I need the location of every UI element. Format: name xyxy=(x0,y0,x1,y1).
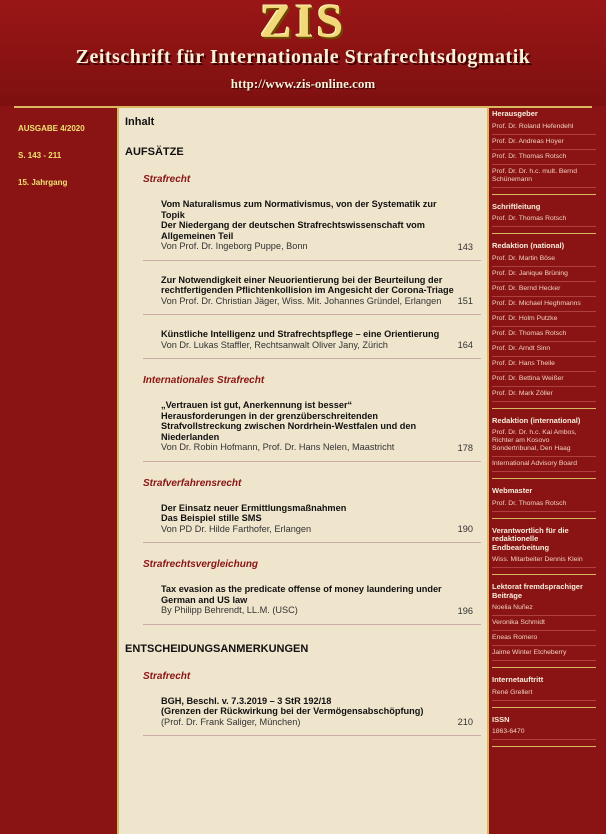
sidebar-item[interactable]: Prof. Dr. Michael Heghmanns xyxy=(492,300,596,312)
article-entry[interactable] xyxy=(161,275,481,307)
sidebar-item[interactable]: Prof. Dr. Dr. h.c. mult. Bernd Schünemann xyxy=(492,168,596,188)
article-page: 143 xyxy=(457,241,473,252)
sidebar-group xyxy=(492,676,596,701)
sidebar-group xyxy=(492,242,596,402)
sidebar-item[interactable]: Prof. Dr. Arndt Sinn xyxy=(492,345,596,357)
article-title[interactable]: Tax evasion as the predicate offense of money laundering under German and US law xyxy=(161,584,442,605)
sidebar-separator xyxy=(492,518,596,519)
article-divider xyxy=(143,624,481,625)
sidebar-separator xyxy=(492,574,596,575)
article-entry[interactable] xyxy=(161,199,481,252)
article-title[interactable]: Der Einsatz neuer Ermittlungsmaßnahmen xyxy=(161,502,347,513)
article-author: Von Prof. Dr. Ingeborg Puppe, Bonn xyxy=(161,241,308,251)
article-page: 196 xyxy=(457,605,473,616)
article-entry[interactable] xyxy=(161,696,481,728)
sidebar-group xyxy=(492,487,596,512)
article-page: 151 xyxy=(457,296,473,306)
journal-url[interactable]: http://www.zis-online.com xyxy=(230,76,376,91)
article-subtitle: Herausforderungen in der grenzüberschreitenden Strafvollstreckung zwischen Nordrhein-Westfalen und den Niederlanden xyxy=(161,410,417,442)
sidebar-heading: Lektorat fremdsprachiger Beiträge xyxy=(492,582,583,600)
sidebar-item[interactable]: Prof. Dr. Mark Zöller xyxy=(492,390,596,402)
article-author: Von Prof. Dr. Christian Jäger, Wiss. Mit. Johannes Gründel, Erlangen xyxy=(161,295,442,306)
sidebar-item[interactable]: Prof. Dr. Thomas Rotsch xyxy=(492,215,596,227)
subsection-title: Strafrecht xyxy=(143,670,191,682)
zis-logo: ZIS xyxy=(259,0,347,48)
article-entry[interactable] xyxy=(161,400,481,453)
sidebar-heading: Verantwortlich für die redaktionelle Endbearbeitung xyxy=(492,525,569,552)
article-author: Von Dr. Robin Hofmann, Prof. Dr. Hans Nelen, Maastricht xyxy=(161,442,395,452)
sidebar-heading: Herausgeber xyxy=(492,109,538,118)
sidebar-separator xyxy=(492,194,596,195)
article-page: 164 xyxy=(457,340,473,350)
article-entry[interactable] xyxy=(161,503,481,535)
subsection-title: Internationales Strafrecht xyxy=(143,375,265,386)
section-title: AUFSÄTZE xyxy=(125,146,184,158)
article-entry[interactable] xyxy=(161,329,481,350)
article-page: 178 xyxy=(457,442,473,453)
sidebar-item[interactable]: International Advisory Board xyxy=(492,460,596,472)
page-header xyxy=(0,0,606,106)
sidebar-item[interactable]: Prof. Dr. Holm Putzke xyxy=(492,315,596,327)
sidebar-item[interactable]: René Grellert xyxy=(492,689,596,701)
sidebar-item[interactable]: Eneas Romero xyxy=(492,634,596,646)
article-subtitle: Das Beispiel stille SMS xyxy=(161,513,262,523)
section-title: ENTSCHEIDUNGSANMERKUNGEN xyxy=(125,642,309,655)
sidebar-separator xyxy=(492,707,596,708)
sidebar-group xyxy=(492,110,596,188)
sidebar-heading: ISSN xyxy=(492,714,510,724)
sidebar-item[interactable]: Noelia Nuñez xyxy=(492,604,596,616)
article-author: Von PD Dr. Hilde Farthofer, Erlangen xyxy=(161,523,312,534)
issue-pages: S. 143 - 211 xyxy=(18,151,62,160)
sidebar-separator xyxy=(492,478,596,479)
sidebar-heading: Schriftleitung xyxy=(492,201,541,211)
issue-number: AUSGABE 4/2020 xyxy=(18,124,85,133)
sidebar-item[interactable]: Prof. Dr. Thomas Rotsch xyxy=(492,500,596,512)
toc-heading: Inhalt xyxy=(125,116,155,128)
subsection-title: Strafrechtsvergleichung xyxy=(143,559,259,570)
sidebar-group xyxy=(492,527,596,569)
issue-volume: 15. Jahrgang xyxy=(18,178,68,187)
sidebar-separator xyxy=(492,233,596,234)
journal-title: Zeitschrift für Internationale Strafrechtsdogmatik xyxy=(75,46,531,68)
sidebar-heading: Webmaster xyxy=(492,486,533,495)
sidebar-item[interactable]: Prof. Dr. Bernd Hecker xyxy=(492,285,596,297)
sidebar-heading: Redaktion (national) xyxy=(492,241,565,250)
sidebar-item[interactable]: 1863-6470 xyxy=(492,728,596,740)
sidebar-item[interactable]: Veronika Schmidt xyxy=(492,619,596,631)
sidebar-group xyxy=(492,583,596,661)
article-title[interactable]: Vom Naturalismus zum Normativismus, von der Systematik zur Topik xyxy=(161,199,437,220)
article-divider xyxy=(143,260,481,261)
sidebar-item[interactable]: Jaime Winter Etcheberry xyxy=(492,649,596,661)
article-title[interactable]: „Vertrauen ist gut, Anerkennung ist besser“ xyxy=(161,400,353,410)
article-subtitle: (Grenzen der Rückwirkung bei der Vermögensabschöpfung) xyxy=(161,706,424,716)
sidebar-item[interactable]: Prof. Dr. Roland Hefendehl xyxy=(492,123,596,135)
sidebar-item[interactable]: Prof. Dr. Martin Böse xyxy=(492,255,596,267)
article-title[interactable]: BGH, Beschl. v. 7.3.2019 – 3 StR 192/18 xyxy=(161,695,332,706)
sidebar-item[interactable]: Prof. Dr. Andreas Hoyer xyxy=(492,138,596,150)
article-author: Von Dr. Lukas Staffler, Rechtsanwalt Oliver Jany, Zürich xyxy=(161,339,388,350)
sidebar-group xyxy=(492,203,596,228)
article-title[interactable]: Zur Notwendigkeit einer Neuorientierung bei der Beurteilung der rechtfertigenden Pflichtenkollision im Angesicht der Corona-Triage xyxy=(161,274,454,295)
sidebar-item[interactable]: Prof. Dr. Bettina Weißer xyxy=(492,375,596,387)
article-divider xyxy=(143,542,481,543)
sidebar-separator xyxy=(492,408,596,409)
sidebar-group xyxy=(492,716,596,741)
sidebar-item[interactable]: Prof. Dr. Thomas Rotsch xyxy=(492,153,596,165)
article-author: By Philipp Behrendt, LL.M. (USC) xyxy=(161,605,298,615)
article-divider xyxy=(143,461,481,462)
article-page: 190 xyxy=(457,524,473,534)
sidebar-item[interactable]: Prof. Dr. Dr. h.c. Kai Ambos, Richter am Kosovo Sondertribunal, Den Haag xyxy=(492,429,596,457)
sidebar-group xyxy=(492,417,596,473)
article-divider xyxy=(143,314,481,315)
sidebar-heading: Redaktion (international) xyxy=(492,415,581,425)
sidebar-separator xyxy=(492,746,596,747)
sidebar-item[interactable]: Prof. Dr. Janique Brüning xyxy=(492,270,596,282)
article-divider xyxy=(143,358,481,359)
subsection-title: Strafrecht xyxy=(143,174,191,185)
issue-info xyxy=(18,124,114,205)
article-title[interactable]: Künstliche Intelligenz und Strafrechtspflege – eine Orientierung xyxy=(161,329,440,339)
sidebar-item[interactable]: Prof. Dr. Thomas Rotsch xyxy=(492,330,596,342)
editorial-sidebar xyxy=(492,110,596,755)
article-page: 210 xyxy=(457,717,473,727)
sidebar-heading: Internetauftritt xyxy=(492,675,544,684)
sidebar-item[interactable]: Wiss. Mitarbeiter Dennis Klein xyxy=(492,556,596,568)
article-entry[interactable] xyxy=(161,584,481,616)
subsection-title: Strafverfahrensrecht xyxy=(143,477,242,489)
sidebar-separator xyxy=(492,667,596,668)
article-subtitle: Der Niedergang der deutschen Strafrechtswissenschaft vom Allgemeinen Teil xyxy=(161,220,425,241)
sidebar-item[interactable]: Prof. Dr. Hans Theile xyxy=(492,360,596,372)
article-divider xyxy=(143,735,481,736)
article-author: (Prof. Dr. Frank Saliger, München) xyxy=(161,716,301,727)
table-of-contents xyxy=(117,108,489,834)
